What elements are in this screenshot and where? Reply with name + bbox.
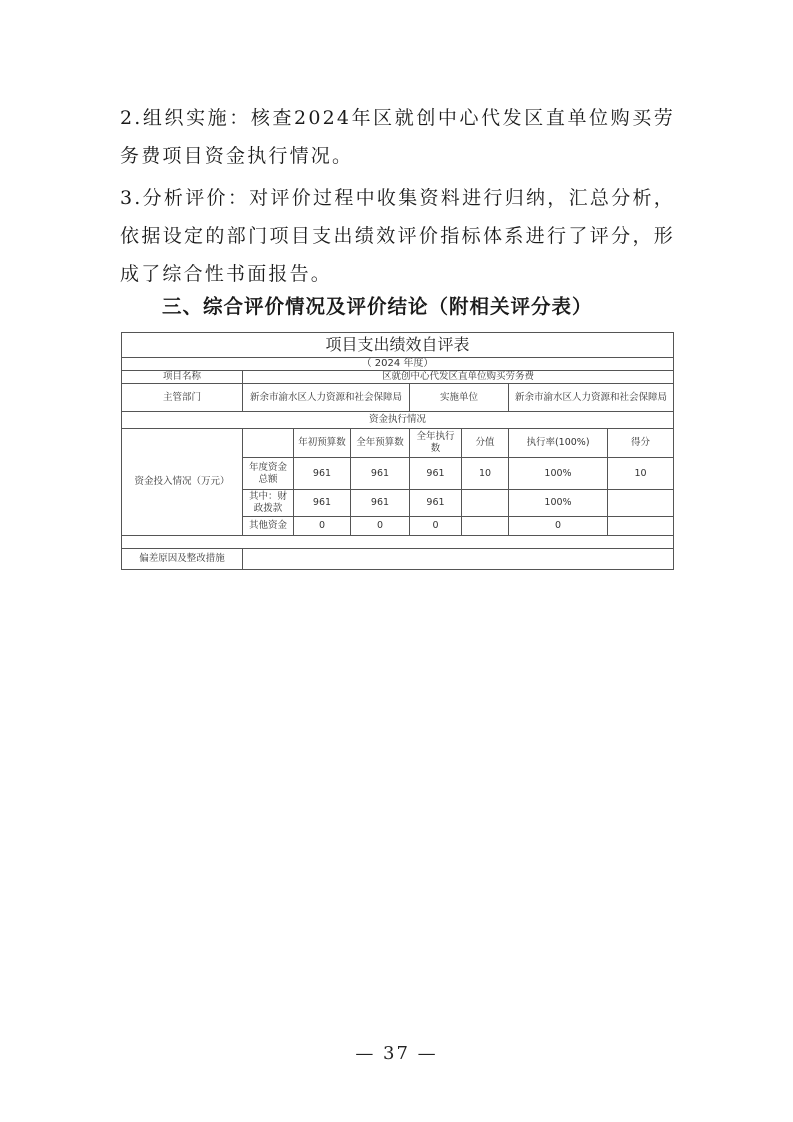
header-score-value: 分值 [462,429,509,458]
deviation-label: 偏差原因及整改措施 [122,549,243,570]
empty-header-cell [243,429,294,458]
table-cell: 100% [509,458,608,490]
evaluation-table [121,332,674,570]
row-label-total: 年度资金总额 [243,458,294,490]
table-cell: 961 [410,490,462,517]
header-score: 得分 [608,429,674,458]
table-cell: 961 [351,490,410,517]
page-number: — 37 — [355,1043,438,1064]
table-cell: 0 [509,517,608,536]
header-initial-budget: 年初预算数 [294,429,351,458]
table-cell [462,517,509,536]
spacer-row [122,536,674,549]
paragraph-organization: 2.组织实施：核查2024年区就创中心代发区直单位购买劳务费项目资金执行情况。 [120,107,675,167]
table-cell: 100% [509,490,608,517]
header-execution-rate: 执行率(100%) [509,429,608,458]
table-cell: 961 [294,490,351,517]
header-annual-budget: 全年预算数 [351,429,410,458]
table-cell: 961 [294,458,351,490]
table-cell: 961 [410,458,462,490]
dept-label: 主管部门 [122,384,243,412]
table-cell [608,490,674,517]
table-cell: 0 [294,517,351,536]
table-cell: 0 [351,517,410,536]
table-cell: 10 [462,458,509,490]
section-heading: 三、综合评价情况及评价结论（附相关评分表） [162,295,593,318]
table-cell: 0 [410,517,462,536]
header-annual-execution: 全年执行数 [410,429,462,458]
table-cell: 10 [608,458,674,490]
unit-label: 实施单位 [410,384,509,412]
row-label-other: 其他资金 [243,517,294,536]
table-cell [462,490,509,517]
unit-value: 新余市渝水区人力资源和社会保障局 [509,384,674,412]
table-cell [608,517,674,536]
row-label-fiscal: 其中：财政拨款 [243,490,294,517]
dept-value: 新余市渝水区人力资源和社会保障局 [243,384,410,412]
project-name-value: 区就创中心代发区直单位购买劳务费 [243,371,674,384]
table-cell: 961 [351,458,410,490]
fund-section-header: 资金执行情况 [122,412,674,429]
paragraph-analysis: 3.分析评价：对评价过程中收集资料进行归纳，汇总分析，依据设定的部门项目支出绩效评价指标体系进行了评分，形成了综合性书面报告。 [120,187,675,285]
deviation-value [243,549,674,570]
table-title: 项目支出绩效自评表 [122,333,674,358]
project-name-label: 项目名称 [122,371,243,384]
fund-input-label: 资金投入情况（万元） [122,429,243,536]
table-year: （ 2024 年度） [122,358,674,371]
